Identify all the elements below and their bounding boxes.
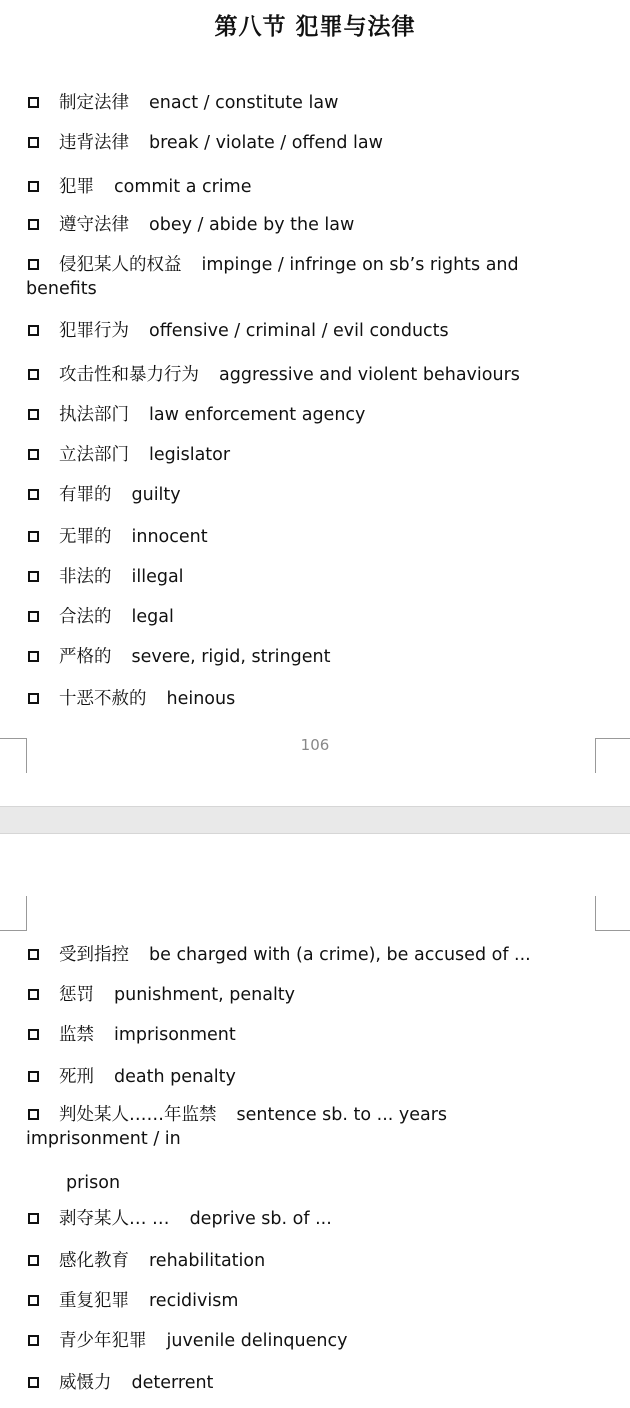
checkbox-icon[interactable] [28,571,39,582]
checkbox-icon[interactable] [28,1255,39,1266]
term-english: legal [131,607,174,627]
term-english: heinous [166,689,236,709]
term-english: rehabilitation [149,1251,266,1271]
vocab-item [28,1289,608,1313]
term-english: offensive / criminal / evil conducts [149,321,449,341]
term-english: law enforcement agency [149,405,366,425]
page-number: 106 [300,736,330,754]
term-english: break / violate / offend law [149,133,383,153]
term-chinese: 严格的 [59,647,112,667]
term-english: legislator [149,445,231,465]
checkbox-icon[interactable] [28,219,39,230]
term-english: sentence sb. to ... years [236,1105,448,1125]
vocab-item [28,525,608,549]
checkbox-icon[interactable] [28,651,39,662]
crop-mark [0,896,27,931]
checkbox-icon[interactable] [28,97,39,108]
term-chinese: 判处某人……年监禁 [59,1105,217,1125]
term-chinese: 犯罪 [59,177,94,197]
checkbox-icon[interactable] [28,369,39,380]
term-english-continued: prison [66,1173,121,1193]
term-english: recidivism [149,1291,239,1311]
vocab-item [28,605,608,629]
term-chinese: 感化教育 [59,1251,129,1271]
checkbox-icon[interactable] [28,449,39,460]
term-english: innocent [131,527,208,547]
vocab-item [28,1329,608,1353]
term-english: enact / constitute law [149,93,339,113]
checkbox-icon[interactable] [28,531,39,542]
term-chinese: 重复犯罪 [59,1291,129,1311]
checkbox-icon[interactable] [28,1335,39,1346]
term-chinese: 立法部门 [59,445,129,465]
term-chinese: 剥夺某人… … [59,1209,170,1229]
vocab-item [28,175,608,199]
checkbox-icon[interactable] [28,693,39,704]
vocab-item [28,131,608,155]
term-english: guilty [131,485,181,505]
term-english-continued: benefits [26,279,97,299]
vocab-item [28,1023,608,1047]
term-chinese: 死刑 [59,1067,94,1087]
checkbox-icon[interactable] [28,1109,39,1120]
checkbox-icon[interactable] [28,181,39,192]
vocab-item [28,213,608,237]
vocab-item [28,443,608,467]
term-chinese: 监禁 [59,1025,94,1045]
vocab-item [28,943,608,967]
term-english: death penalty [114,1067,236,1087]
vocab-item [28,1371,608,1395]
checkbox-icon[interactable] [28,1213,39,1224]
term-english: commit a crime [114,177,252,197]
checkbox-icon[interactable] [28,1377,39,1388]
crop-mark [595,896,630,931]
checkbox-icon[interactable] [28,325,39,336]
vocab-item [28,319,608,343]
term-chinese: 遵守法律 [59,215,129,235]
term-chinese: 受到指控 [59,945,129,965]
vocab-item [28,483,608,507]
term-chinese: 犯罪行为 [59,321,129,341]
checkbox-icon[interactable] [28,949,39,960]
term-chinese: 侵犯某人的权益 [59,255,182,275]
term-chinese: 有罪的 [59,485,112,505]
crop-mark [595,738,630,773]
vocab-item [28,91,608,115]
term-english: impinge / infringe on sb’s rights and [201,255,519,275]
vocab-item [28,983,608,1007]
term-chinese: 无罪的 [59,527,112,547]
vocab-item [28,1207,608,1231]
vocab-item [28,1065,608,1089]
checkbox-icon[interactable] [28,259,39,270]
term-english: deprive sb. of ... [189,1209,332,1229]
term-chinese: 青少年犯罪 [59,1331,147,1351]
section-title: 第八节 犯罪与法律 [214,14,416,40]
crop-mark [0,738,27,773]
term-chinese: 合法的 [59,607,112,627]
vocab-item [28,363,608,387]
checkbox-icon[interactable] [28,1295,39,1306]
term-english: be charged with (a crime), be accused of ... [149,945,531,965]
checkbox-icon[interactable] [28,137,39,148]
term-english: obey / abide by the law [149,215,355,235]
term-chinese: 违背法律 [59,133,129,153]
term-english: deterrent [131,1373,214,1393]
term-chinese: 执法部门 [59,405,129,425]
checkbox-icon[interactable] [28,611,39,622]
checkbox-icon[interactable] [28,1029,39,1040]
term-chinese: 攻击性和暴力行为 [59,365,199,385]
vocab-item [28,1249,608,1273]
term-english: illegal [131,567,184,587]
term-chinese: 十恶不赦的 [59,689,147,709]
vocab-item [28,403,608,427]
term-english: punishment, penalty [114,985,296,1005]
term-chinese: 惩罚 [59,985,94,1005]
term-chinese: 威慑力 [59,1373,112,1393]
term-english: imprisonment [114,1025,236,1045]
checkbox-icon[interactable] [28,1071,39,1082]
term-english: juvenile delinquency [166,1331,348,1351]
checkbox-icon[interactable] [28,409,39,420]
vocab-item [28,565,608,589]
checkbox-icon[interactable] [28,489,39,500]
page-gap [0,806,630,834]
vocab-item [28,645,608,669]
vocab-item [28,687,608,711]
term-english-continued: imprisonment / in [26,1129,181,1149]
checkbox-icon[interactable] [28,989,39,1000]
term-english: severe, rigid, stringent [131,647,331,667]
vocab-item [28,1103,608,1195]
term-chinese: 制定法律 [59,93,129,113]
term-english: aggressive and violent behaviours [219,365,520,385]
term-chinese: 非法的 [59,567,112,587]
vocab-item [28,253,608,301]
